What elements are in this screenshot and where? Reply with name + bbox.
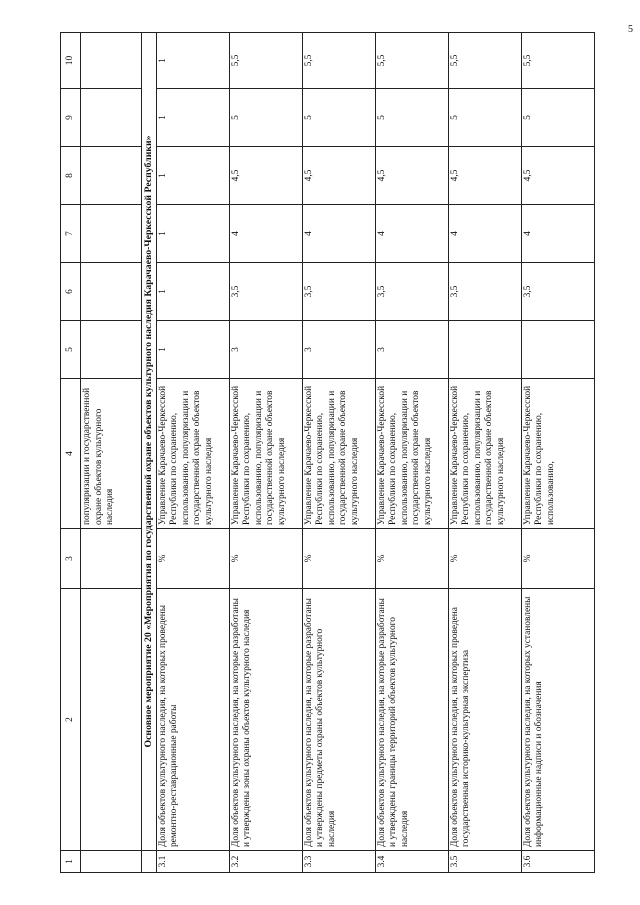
cell-num: 3.1 — [156, 851, 229, 873]
cell-value: 5,5 — [302, 33, 375, 89]
cell-value: 1 — [156, 33, 229, 89]
cell-value — [521, 321, 594, 379]
continuation-row — [81, 33, 142, 873]
cell-name: Доля объектов культурного наследия, на которых установлены информационные надписи и обозначения — [521, 589, 594, 851]
cell-unit: % — [229, 529, 302, 589]
header-cell: 10 — [61, 33, 81, 89]
cell-value: 4,5 — [229, 147, 302, 205]
cell-value: 1 — [156, 205, 229, 263]
header-row — [61, 33, 81, 873]
cell-name: Доля объектов культурного наследия, на которых проведена государственная историко-культурная экспертиза — [448, 589, 521, 851]
section-title: Основное мероприятие 20 «Мероприятия по государственной охране объектов культурного наследия Карачаево-Черкесской Республики» — [142, 33, 157, 851]
cell-num: 3.6 — [521, 851, 594, 873]
header-cell: 6 — [61, 263, 81, 321]
cell-value: 1 — [156, 263, 229, 321]
cell-value: 1 — [156, 147, 229, 205]
cell-name: Доля объектов культурного наследия, на которые разработаны и утверждены границы территорий объектов культурного наследия — [375, 589, 448, 851]
cell-value: 4,5 — [375, 147, 448, 205]
cell-value — [81, 205, 142, 263]
cell-num: 3.5 — [448, 851, 521, 873]
cell-value — [81, 263, 142, 321]
cell-value: 4 — [375, 205, 448, 263]
cell-name: Доля объектов культурного наследия, на которых проведены ремонтно-реставрационные работы — [156, 589, 229, 851]
cell-value: 5 — [302, 89, 375, 147]
cell-value — [81, 321, 142, 379]
cell-name: Доля объектов культурного наследия, на которые разработаны и утверждены предметы охраны объектов культурного наследия — [302, 589, 375, 851]
header-cell: 7 — [61, 205, 81, 263]
cell-value: 3,5 — [229, 263, 302, 321]
table-row — [229, 33, 302, 873]
table-row — [302, 33, 375, 873]
cell-responsible: Управление Карачаево-Черкесской Республики по сохранению, использованию, популяризации и государственной охране объектов культурного наследия — [302, 379, 375, 529]
cell-responsible: Управление Карачаево-Черкесской Республики по сохранению, использованию, популяризации и государственной охране объектов культурного наследия — [375, 379, 448, 529]
cell-name: Доля объектов культурного наследия, на которые разработаны и утверждены зоны охраны объектов культурного наследия — [229, 589, 302, 851]
cell-value: 5 — [375, 89, 448, 147]
section-row — [142, 33, 157, 873]
cell-unit — [81, 529, 142, 589]
cell-value: 4 — [302, 205, 375, 263]
header-cell: 5 — [61, 321, 81, 379]
header-cell: 2 — [61, 589, 81, 851]
cell-unit: % — [448, 529, 521, 589]
table-row — [521, 33, 594, 873]
cell-value: 5,5 — [375, 33, 448, 89]
header-cell: 3 — [61, 529, 81, 589]
indicators-table — [60, 32, 595, 873]
table-row — [375, 33, 448, 873]
cell-value: 3 — [302, 321, 375, 379]
cell-value: 5,5 — [521, 33, 594, 89]
cell-num — [81, 851, 142, 873]
cell-responsible: популяризации и государственной охране объектов культурного наследия — [81, 379, 142, 529]
page-number: 5 — [628, 24, 633, 35]
header-cell: 1 — [61, 851, 81, 873]
cell-unit: % — [302, 529, 375, 589]
cell-value: 4,5 — [302, 147, 375, 205]
cell-value: 4,5 — [448, 147, 521, 205]
cell-value — [81, 89, 142, 147]
cell-value: 3,5 — [375, 263, 448, 321]
cell-value: 5,5 — [229, 33, 302, 89]
cell-value: 1 — [156, 321, 229, 379]
cell-value: 3 — [375, 321, 448, 379]
header-cell: 8 — [61, 147, 81, 205]
cell-value: 5 — [448, 89, 521, 147]
table-row — [156, 33, 229, 873]
cell-name — [81, 589, 142, 851]
cell-responsible: Управление Карачаево-Черкесской Республики по сохранению, использованию, популяризации и государственной охране объектов культурного наследия — [156, 379, 229, 529]
cell-value: 4,5 — [521, 147, 594, 205]
header-cell: 9 — [61, 89, 81, 147]
cell-value: 3 — [229, 321, 302, 379]
cell-num: 3.4 — [375, 851, 448, 873]
cell-value: 1 — [156, 89, 229, 147]
cell-value: 5 — [521, 89, 594, 147]
cell-unit: % — [156, 529, 229, 589]
cell-unit: % — [375, 529, 448, 589]
table-row — [448, 33, 521, 873]
cell-value: 4 — [521, 205, 594, 263]
cell-num: 3.3 — [302, 851, 375, 873]
cell-value: 5 — [229, 89, 302, 147]
cell-value — [448, 321, 521, 379]
cell-value: 3,5 — [448, 263, 521, 321]
section-empty-cell — [142, 851, 157, 873]
cell-value: 4 — [448, 205, 521, 263]
cell-value — [81, 147, 142, 205]
cell-unit: % — [521, 529, 594, 589]
cell-responsible: Управление Карачаево-Черкесской Республики по сохранению, использованию, — [521, 379, 594, 529]
document-table-rotated — [60, 33, 575, 873]
cell-value: 5,5 — [448, 33, 521, 89]
header-cell: 4 — [61, 379, 81, 529]
cell-responsible: Управление Карачаево-Черкесской Республики по сохранению, использованию, популяризации и государственной охране объектов культурного наследия — [448, 379, 521, 529]
cell-value — [81, 33, 142, 89]
cell-value: 3,5 — [302, 263, 375, 321]
cell-value: 4 — [229, 205, 302, 263]
cell-num: 3.2 — [229, 851, 302, 873]
cell-value: 3,5 — [521, 263, 594, 321]
cell-responsible: Управление Карачаево-Черкесской Республики по сохранению, использованию, популяризации и государственной охране объектов культурного наследия — [229, 379, 302, 529]
